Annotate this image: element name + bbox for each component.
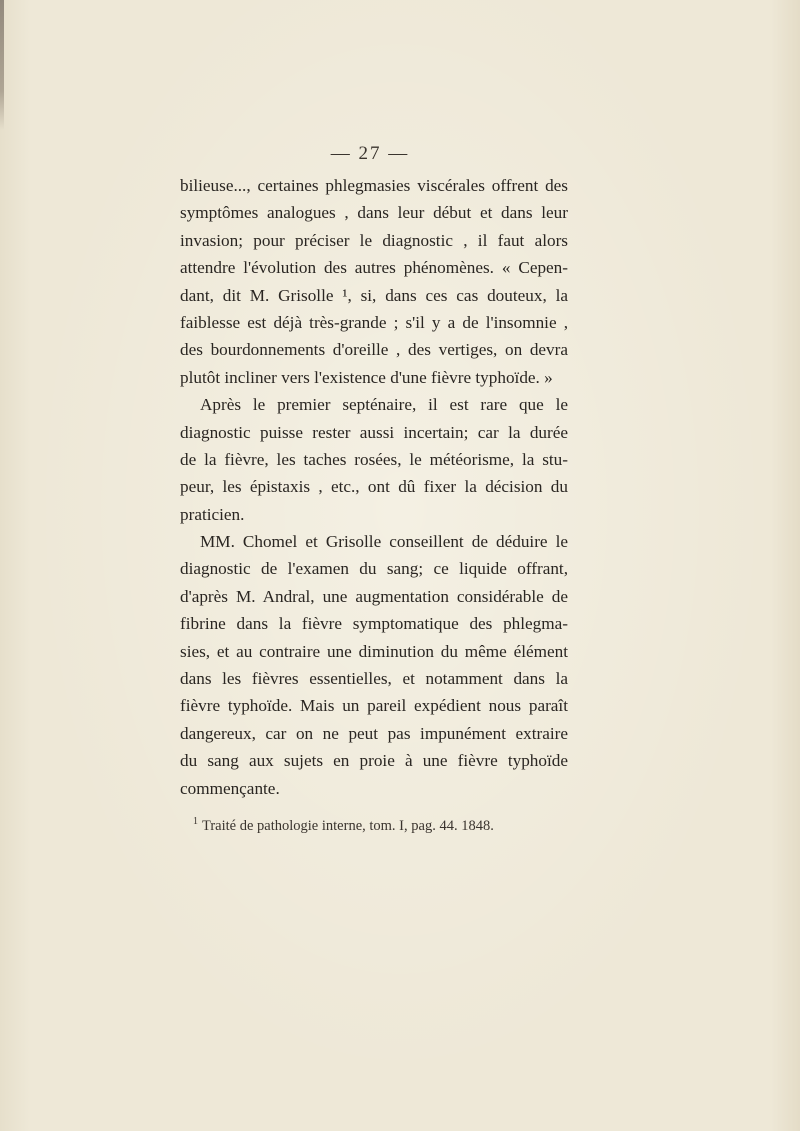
- text-line: plutôt incliner vers l'existence d'une fièvre typhoïde. »: [180, 367, 553, 387]
- footnote-text: Traité de pathologie interne, tom. I, pag. 44. 1848.: [202, 817, 494, 834]
- text-line: praticien.: [180, 504, 245, 524]
- body-text: [180, 172, 568, 802]
- text-line: de la fièvre, les taches rosées, le météorisme, la stu-: [180, 449, 568, 469]
- text-line: symptômes analogues , dans leur début et dans leur: [180, 203, 568, 223]
- text-line: MM. Chomel et Grisolle conseillent de déduire le: [200, 532, 568, 552]
- text-line: peur, les épistaxis , etc., ont dû fixer la décision du: [180, 477, 568, 497]
- text-line: bilieuse..., certaines phlegmasies viscérales offrent des: [180, 176, 568, 195]
- text-line: invasion; pour préciser le diagnostic , il faut alors: [180, 230, 568, 250]
- text-line: dangereux, car on ne peut pas impunément extraire: [180, 723, 568, 743]
- text-line: fibrine dans la fièvre symptomatique des phlegma-: [180, 614, 568, 634]
- text-line: des bourdonnements d'oreille , des vertiges, on devra: [180, 340, 568, 360]
- text-line: Après le premier septénaire, il est rare que le: [200, 395, 568, 415]
- text-line: dans les fièvres essentielles, et notamment dans la: [180, 669, 568, 689]
- footnote: [193, 812, 573, 836]
- text-line: diagnostic puisse rester aussi incertain; car la durée: [180, 422, 568, 442]
- text-line: du sang aux sujets en proie à une fièvre typhoïde: [180, 751, 568, 771]
- text-line: faiblesse est déjà très-grande ; s'il y a de l'insomnie ,: [180, 312, 568, 332]
- page-number: — 27 —: [330, 143, 410, 164]
- text-line: diagnostic de l'examen du sang; ce liquide offrant,: [180, 559, 568, 579]
- text-line: fièvre typhoïde. Mais un pareil expédient nous paraît: [180, 696, 568, 716]
- text-line: attendre l'évolution des autres phénomènes. « Cepen-: [180, 258, 568, 278]
- text-line: dant, dit M. Grisolle ¹, si, dans ces cas douteux, la: [180, 285, 568, 305]
- footnote-mark: 1: [193, 816, 198, 827]
- text-line: d'après M. Andral, une augmentation considérable de: [180, 586, 568, 606]
- text-line: sies, et au contraire une diminution du même élément: [180, 641, 568, 661]
- text-line: commençante.: [180, 778, 280, 798]
- binding-edge: [0, 0, 4, 130]
